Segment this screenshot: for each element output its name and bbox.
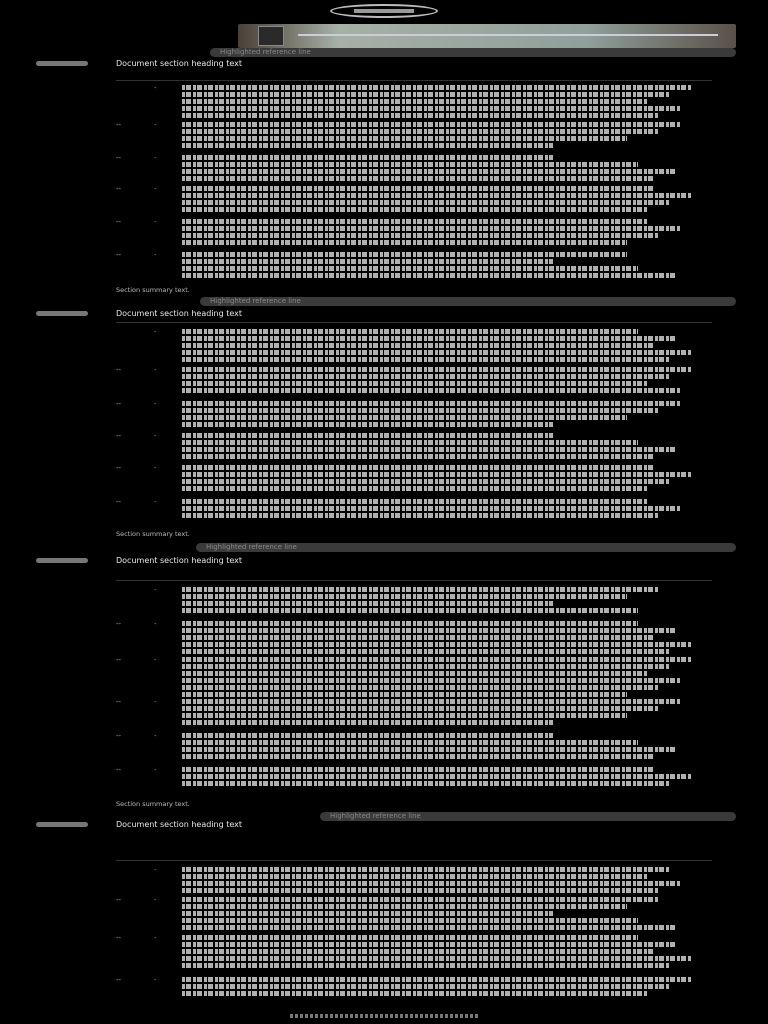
list-item-bullet: - [154,84,157,92]
text-line [182,343,654,348]
list-item-bullet: - [154,185,157,193]
text-line [182,918,638,923]
text-line [182,136,627,141]
text-line [182,233,659,238]
list-item-number: -- [116,154,122,162]
list-item-bullet: - [154,976,157,984]
list-item-text [182,154,712,183]
list-item-text [182,976,712,998]
text-line [182,984,670,989]
text-line [182,329,638,334]
text-line [182,897,659,902]
text-line [182,963,670,968]
section-highlight-label: Highlighted reference line [330,812,421,820]
text-line [182,781,670,786]
text-line [182,440,638,445]
list-item-number: -- [116,185,122,193]
text-line [182,401,680,406]
text-line [182,465,654,470]
list-item-text [182,366,712,395]
text-line [182,911,553,916]
text-line [182,113,659,118]
text-line [182,85,691,90]
text-line [182,454,654,459]
list-item-bullet: - [154,620,157,628]
text-line [182,106,680,111]
section-divider [116,322,712,323]
text-line [182,767,654,772]
section-marker [36,558,88,563]
banner-image-inset [258,26,284,46]
text-line [182,628,675,633]
text-line [182,219,648,224]
section-divider [116,860,712,861]
text-line [182,706,659,711]
text-line [182,336,675,341]
banner-image-stripe [298,34,718,36]
text-line [182,129,659,134]
text-line [182,472,691,477]
text-line [182,935,638,940]
section-summary: Section summary text. [116,530,190,538]
list-item-number: -- [116,976,122,984]
text-line [182,479,670,484]
text-line [182,754,654,759]
list-item-number: -- [116,400,122,408]
section-marker [36,822,88,827]
text-line [182,649,670,654]
text-line [182,699,680,704]
list-item-text [182,185,712,214]
text-line [182,176,654,181]
list-item-number: -- [116,218,122,226]
text-line [182,99,648,104]
list-item-bullet: - [154,464,157,472]
text-line [182,143,553,148]
text-line [182,657,691,662]
text-line [182,881,680,886]
text-line [182,678,680,683]
text-line [182,381,648,386]
list-item-number: -- [116,620,122,628]
text-line [182,162,638,167]
list-item-number: -- [116,251,122,259]
list-item-bullet: - [154,766,157,774]
text-line [182,200,670,205]
text-line [182,664,670,669]
text-line [182,226,680,231]
text-line [182,266,638,271]
list-item-number: -- [116,766,122,774]
list-item-bullet: - [154,154,157,162]
section-marker [36,61,88,66]
list-item-text [182,251,712,280]
text-line [182,240,627,245]
text-line [182,956,691,961]
list-item-text [182,620,712,656]
text-line [182,594,627,599]
list-item-number: -- [116,121,122,129]
text-line [182,350,691,355]
text-line [182,949,654,954]
list-item-bullet: - [154,586,157,594]
text-line [182,977,691,982]
section-highlight-bar [210,48,736,57]
text-line [182,991,648,996]
list-item-bullet: - [154,732,157,740]
list-item-text [182,732,712,761]
section-heading: Document section heading text [116,556,243,565]
list-item-bullet: - [154,934,157,942]
section-heading: Document section heading text [116,59,243,68]
text-line [182,193,691,198]
logo [330,4,438,18]
list-item-number: -- [116,732,122,740]
list-item-text [182,896,712,932]
list-item-number: -- [116,656,122,664]
list-item-text [182,698,712,727]
section-divider [116,580,712,581]
text-line [182,388,680,393]
list-item-text [182,400,712,429]
section-divider [116,80,712,81]
text-line [182,601,553,606]
section-highlight-bar [200,297,736,306]
text-line [182,259,553,264]
text-line [182,642,691,647]
text-line [182,867,670,872]
text-line [182,357,670,362]
list-item-text [182,766,712,788]
section-highlight-label: Highlighted reference line [206,543,297,551]
list-item-text [182,121,712,150]
text-line [182,685,659,690]
header-banner-image [238,24,736,48]
section-heading: Document section heading text [116,820,243,829]
list-item-text [182,498,712,520]
list-item-bullet: - [154,366,157,374]
text-line [182,513,659,518]
text-line [182,415,627,420]
text-line [182,747,675,752]
text-line [182,740,638,745]
text-line [182,486,648,491]
text-line [182,888,659,893]
text-line [182,92,670,97]
list-item-text [182,328,712,364]
list-item-text [182,464,712,493]
text-line [182,774,691,779]
section-highlight-bar [196,543,736,552]
list-item-bullet: - [154,121,157,129]
text-line [182,252,627,257]
text-line [182,904,627,909]
text-line [182,587,659,592]
text-line [182,422,553,427]
text-line [182,720,553,725]
list-item-text [182,656,712,699]
text-line [182,122,680,127]
list-item-bullet: - [154,656,157,664]
section-heading: Document section heading text [116,309,243,318]
list-item-bullet: - [154,218,157,226]
list-item-bullet: - [154,866,157,874]
text-line [182,692,627,697]
text-line [182,499,648,504]
section-highlight-label: Highlighted reference line [210,297,301,305]
list-item-bullet: - [154,498,157,506]
text-line [182,671,648,676]
list-item-number: -- [116,432,122,440]
list-item-text [182,84,712,120]
text-line [182,169,675,174]
text-line [182,942,675,947]
text-line [182,155,553,160]
list-item-bullet: - [154,328,157,336]
text-line [182,367,691,372]
text-line [182,374,670,379]
text-line [182,635,654,640]
section-summary: Section summary text. [116,286,190,294]
text-line [182,874,648,879]
section-marker [36,311,88,316]
section-highlight-label: Highlighted reference line [220,48,311,56]
list-item-bullet: - [154,698,157,706]
list-item-number: -- [116,366,122,374]
text-line [182,608,638,613]
text-line [182,186,654,191]
list-item-text [182,586,712,615]
text-line [182,925,675,930]
text-line [182,273,675,278]
list-item-text [182,218,712,247]
list-item-number: -- [116,698,122,706]
text-line [182,713,627,718]
list-item-bullet: - [154,400,157,408]
text-line [182,408,659,413]
list-item-text [182,432,712,461]
text-line [182,506,680,511]
text-line [182,733,553,738]
page-footer [290,1014,480,1018]
text-line [182,433,553,438]
text-line [182,447,675,452]
text-line [182,207,648,212]
list-item-number: -- [116,498,122,506]
list-item-text [182,866,712,895]
list-item-bullet: - [154,896,157,904]
list-item-number: -- [116,896,122,904]
list-item-bullet: - [154,432,157,440]
text-line [182,621,638,626]
list-item-bullet: - [154,251,157,259]
list-item-number: -- [116,464,122,472]
list-item-text [182,934,712,970]
section-summary: Section summary text. [116,800,190,808]
list-item-number: -- [116,934,122,942]
